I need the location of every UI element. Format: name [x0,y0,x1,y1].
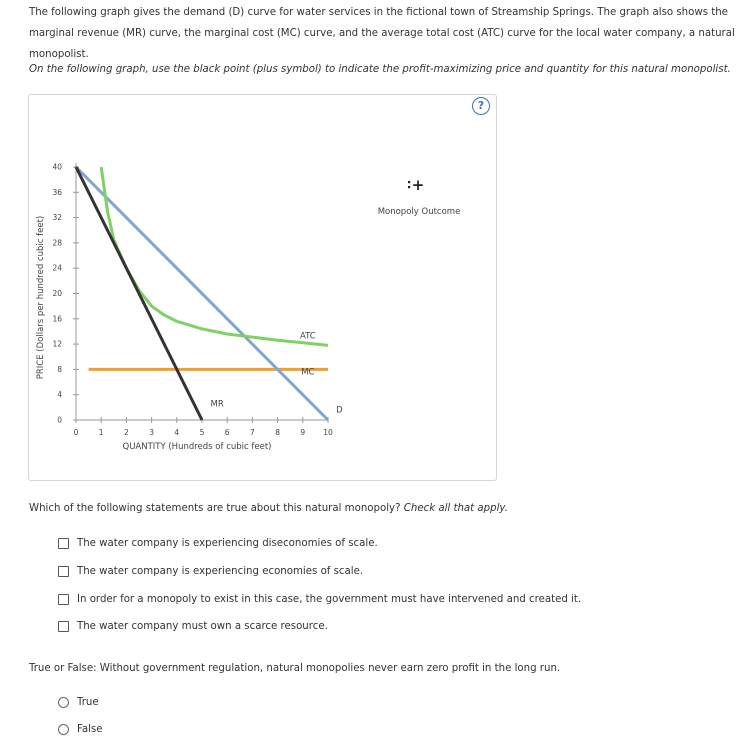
monopoly-outcome-label: Monopoly Outcome [377,207,461,217]
checkbox[interactable] [58,566,69,577]
checkbox[interactable] [58,621,69,632]
x-axis-title: QUANTITY (Hundreds of cubic feet) [122,442,272,452]
question1-text [29,503,508,514]
checkbox-option-3[interactable] [58,594,581,605]
checkbox-option-2[interactable] [58,566,363,577]
question1-prompt: Which of the following statements are true about this natural monopoly? [29,503,401,514]
y-tick-label: 36 [52,187,62,197]
checkbox-label: In order for a monopoly to exist in this case, the government must have intervened and created it. [77,594,582,605]
question2-text: True or False: Without government regulation, natural monopolies never earn zero profit in the long run. [29,663,561,674]
checkbox-label: The water company must own a scarce resource. [77,621,328,632]
x-tick-label: 3 [149,428,154,437]
tool-dot [408,181,410,183]
x-tick-label: 9 [300,428,306,437]
x-tick-label: 10 [323,428,333,437]
curve-label-mc: MC [301,367,315,378]
instruction-text: On the following graph, use the black point (plus symbol) to indicate the profit-maximizing price and quantity for this natural monopolist. [29,64,731,75]
y-tick-label: 16 [52,314,62,324]
y-tick-label: 40 [52,162,62,172]
tool-dot [408,186,410,188]
curve-label-d: D [336,405,343,416]
curve-label-mr: MR [210,399,224,410]
radio-option-false[interactable] [58,724,103,735]
curve-d [76,167,328,420]
radio-label: False [77,724,103,735]
checkbox-label: The water company is experiencing economies of scale. [77,566,364,577]
y-tick-label: 12 [52,339,62,349]
radio-label: True [77,697,99,708]
plus-point-tool: + [411,176,425,194]
y-tick-label: 0 [57,415,62,425]
checkbox[interactable] [58,538,69,549]
radio-option-true[interactable] [58,697,99,708]
intro-text: The following graph gives the demand (D) curve for water services in the fictional town of Streamship Springs. The graph also shows the marginal revenue (MR) curve, the marginal cost (MC) curve, and the average total cost (ATC) curve for the local water company, a natural monopolist. [29,7,735,60]
checkbox-option-1[interactable] [58,538,378,549]
help-icon[interactable]: ? [472,97,490,115]
checkbox[interactable] [58,594,69,605]
radio-button[interactable] [58,724,69,735]
y-tick-label: 32 [52,213,62,223]
x-tick-label: 1 [98,428,104,437]
x-tick-label: 8 [275,428,280,437]
curve-label-atc: ATC [299,331,316,342]
y-tick-label: 20 [52,289,62,298]
x-tick-label: 2 [124,428,129,437]
curve-mr [76,167,202,420]
y-axis-title: PRICE (Dollars per hundred cubic feet) [36,215,46,380]
x-tick-label: 7 [250,428,255,437]
checkbox-label: The water company is experiencing diseconomies of scale. [77,538,378,549]
x-tick-label: 4 [174,428,180,437]
y-tick-label: 24 [52,263,62,273]
x-tick-label: 6 [224,428,230,437]
question1-hint: Check all that apply. [403,503,508,514]
x-tick-label: 5 [199,428,205,437]
checkbox-option-4[interactable] [58,621,328,632]
y-tick-label: 28 [52,238,62,248]
y-tick-label: 8 [57,364,62,374]
curve-atc [101,167,328,345]
y-tick-label: 4 [57,390,62,400]
radio-button[interactable] [58,697,69,708]
x-tick-label: 0 [73,428,79,437]
